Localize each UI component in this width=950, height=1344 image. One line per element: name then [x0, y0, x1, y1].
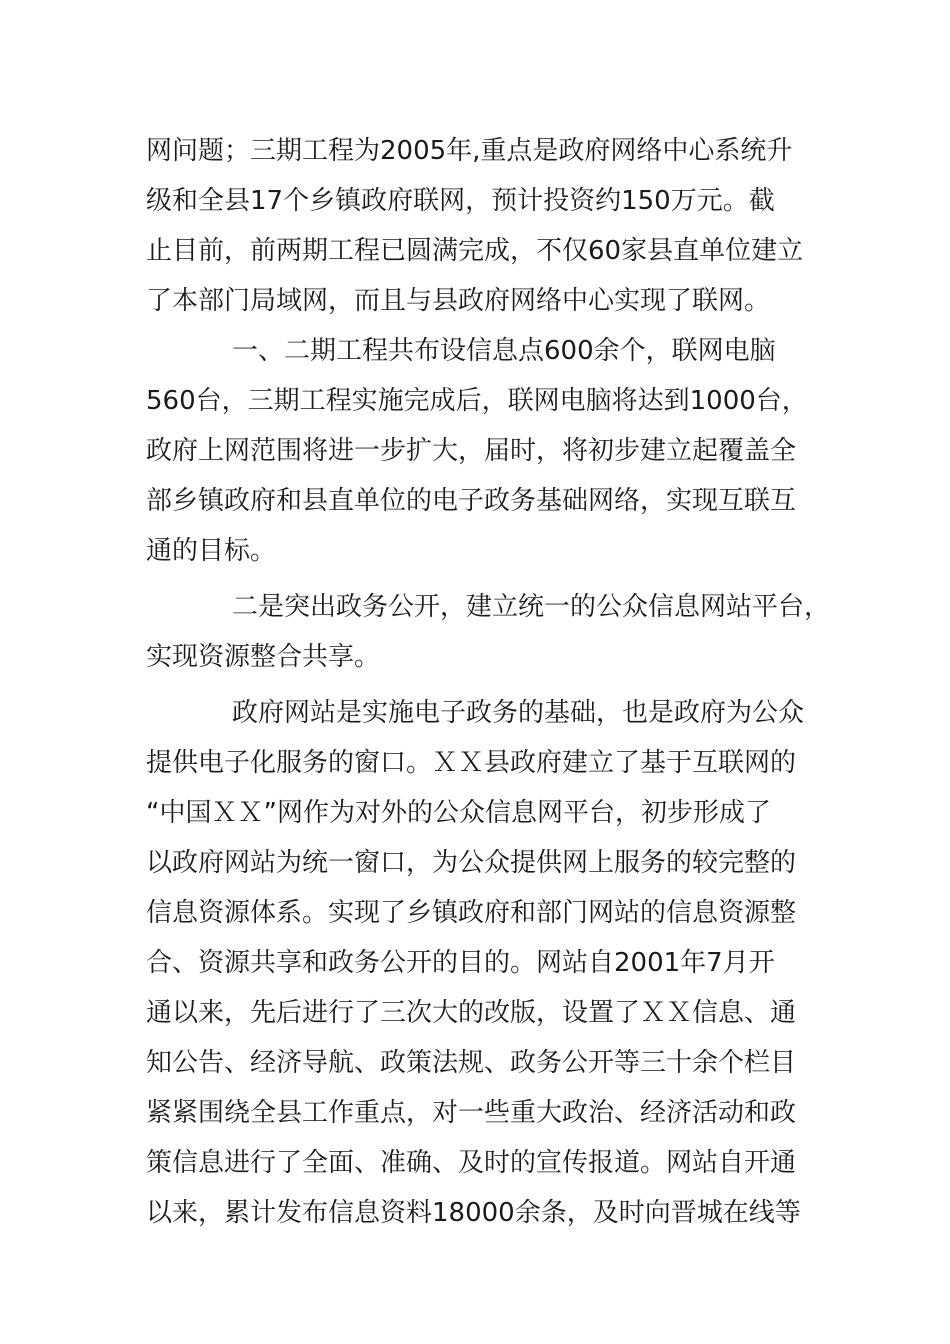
text-line: 信息资源体系。实现了乡镇政府和部门网站的信息资源整 — [146, 898, 797, 928]
text-line: 了本部门局域网，而且与县政府网络中心实现了联网。 — [146, 286, 771, 316]
text-line: 通的目标。 — [146, 536, 277, 566]
text-line: 实现资源整合共享。 — [146, 642, 381, 672]
text-line: 策信息进行了全面、准确、及时的宣传报道。网站自开通 — [146, 1148, 797, 1178]
text-line: 提供电子化服务的窗口。ＸＸ县政府建立了基于互联网的 — [146, 748, 797, 778]
paragraph — [146, 688, 826, 1238]
text-line: 政府上网范围将进一步扩大，届时，将初步建立起覆盖全 — [146, 436, 797, 466]
text-line: 合、资源共享和政务公开的目的。网站自2001年7月开 — [146, 948, 775, 978]
text-line: 一、二期工程共布设信息点600余个，联网电脑 — [232, 336, 776, 366]
paragraph — [146, 126, 826, 326]
text-line: 部乡镇政府和县直单位的电子政务基础网络，实现互联互 — [146, 486, 797, 516]
text-line: 通以来，先后进行了三次大的改版，设置了ＸＸ信息、通 — [146, 998, 797, 1028]
document-body — [146, 126, 831, 1238]
text-line: 网问题；三期工程为2005年,重点是政府网络中心系统升 — [146, 136, 793, 166]
text-line: 以来，累计发布信息资料18000余条，及时向晋城在线等 — [146, 1198, 801, 1228]
text-line: “中国ＸＸ”网作为对外的公众信息网平台，初步形成了 — [146, 798, 771, 828]
text-line: 级和全县17个乡镇政府联网，预计投资约150万元。截 — [146, 186, 775, 216]
paragraph — [146, 582, 831, 682]
text-line: 二是突出政务公开，建立统一的公众信息网站平台， — [232, 592, 831, 622]
text-line: 止目前，前两期工程已圆满完成，不仅60家县直单位建立 — [146, 236, 804, 266]
text-line: 政府网站是实施电子政务的基础，也是政府为公众 — [232, 698, 805, 728]
text-line: 知公告、经济导航、政策法规、政务公开等三十余个栏目 — [146, 1048, 797, 1078]
text-line: 以政府网站为统一窗口，为公众提供网上服务的较完整的 — [146, 848, 797, 878]
text-line: 560台，三期工程实施完成后，联网电脑将达到1000台， — [146, 386, 808, 416]
paragraph — [146, 326, 826, 576]
text-line: 紧紧围绕全县工作重点，对一些重大政治、经济活动和政 — [146, 1098, 797, 1128]
